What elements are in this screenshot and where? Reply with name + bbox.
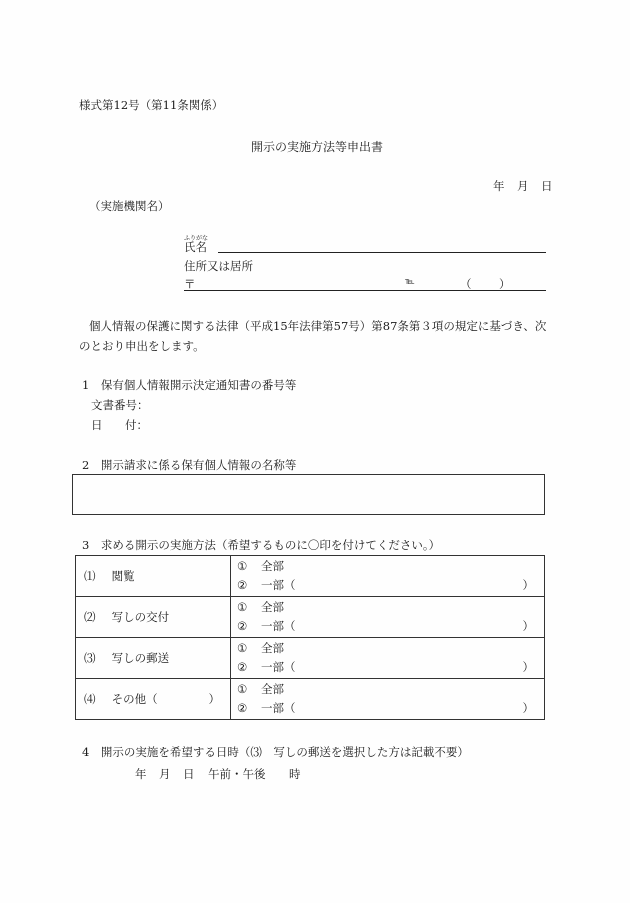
doc-number-label: 文書番号： bbox=[91, 398, 149, 412]
section4-day: 日 bbox=[183, 767, 195, 781]
table-row bbox=[76, 597, 545, 638]
section4-heading: 4 開示の実施を希望する日時（⑶ 写しの郵送を選択した方は記載不要） bbox=[82, 745, 469, 759]
section4-ampm: 午前・午後 bbox=[208, 767, 266, 781]
method-copy-mail[interactable] bbox=[76, 638, 231, 679]
name-ruby: ふりがな bbox=[184, 235, 209, 242]
row-number: ⑶ bbox=[84, 651, 96, 665]
method-table bbox=[75, 555, 545, 720]
name-label: 氏名 bbox=[184, 240, 207, 254]
section1-date-label-2: 付： bbox=[125, 418, 148, 432]
table-row bbox=[76, 556, 545, 597]
method-options bbox=[231, 679, 545, 720]
row-number: ⑵ bbox=[84, 610, 96, 624]
method-label: 写しの交付 bbox=[111, 610, 170, 624]
agency-label: （実施機関名） bbox=[89, 199, 170, 213]
option-partial[interactable]: ② 一部（ ） bbox=[237, 660, 534, 674]
section4-hour: 時 bbox=[289, 767, 301, 781]
row-number: ⑴ bbox=[84, 569, 96, 583]
option-all[interactable]: ① 全部 bbox=[237, 682, 284, 696]
option-partial[interactable]: ② 一部（ ） bbox=[237, 578, 534, 592]
method-other[interactable] bbox=[76, 679, 231, 720]
method-options bbox=[231, 638, 545, 679]
address-field-line[interactable] bbox=[184, 290, 546, 291]
method-options bbox=[231, 556, 545, 597]
section1-date-label-1: 日 bbox=[91, 418, 103, 432]
section4-month: 月 bbox=[159, 767, 171, 781]
address-label: 住所又は居所 bbox=[184, 259, 253, 273]
date-day-label: 日 bbox=[541, 179, 553, 193]
section2-heading: 2 開示請求に係る保有個人情報の名称等 bbox=[82, 458, 297, 472]
page-title: 開示の実施方法等申出書 bbox=[251, 140, 384, 154]
name-field-line[interactable] bbox=[218, 252, 546, 253]
method-label: その他（ bbox=[111, 692, 158, 706]
date-year-label: 年 bbox=[493, 179, 505, 193]
method-copy-delivery[interactable] bbox=[76, 597, 231, 638]
tel-paren-open: （ bbox=[460, 277, 472, 291]
row-number: ⑷ bbox=[84, 692, 96, 706]
method-options bbox=[231, 597, 545, 638]
intro-line-1: 個人情報の保護に関する法律（平成15年法律第57号）第87条第３項の規定に基づき、次 bbox=[89, 319, 547, 333]
table-row bbox=[76, 638, 545, 679]
other-paren-close: ） bbox=[208, 692, 220, 706]
tel-label: ℡ bbox=[405, 277, 415, 287]
option-all[interactable]: ① 全部 bbox=[237, 559, 284, 573]
section3-heading: 3 求める開示の実施方法（希望するものに〇印を付けてください。） bbox=[82, 538, 441, 552]
option-partial[interactable]: ② 一部（ ） bbox=[237, 701, 534, 715]
form-number: 様式第12号（第11条関係） bbox=[79, 98, 224, 112]
method-label: 写しの郵送 bbox=[111, 651, 170, 665]
option-partial[interactable]: ② 一部（ ） bbox=[237, 619, 534, 633]
option-all[interactable]: ① 全部 bbox=[237, 641, 284, 655]
date-month-label: 月 bbox=[517, 179, 529, 193]
section1-heading: 1 保有個人情報開示決定通知書の番号等 bbox=[82, 378, 297, 392]
method-label: 閲覧 bbox=[111, 569, 135, 583]
intro-line-2: のとおり申出をします。 bbox=[79, 339, 205, 353]
tel-paren-close: ） bbox=[499, 277, 511, 291]
info-name-box[interactable] bbox=[72, 474, 545, 515]
section4-year: 年 bbox=[135, 767, 147, 781]
table-row bbox=[76, 679, 545, 720]
method-viewing[interactable] bbox=[76, 556, 231, 597]
option-all[interactable]: ① 全部 bbox=[237, 600, 284, 614]
postal-mark: 〒 bbox=[184, 277, 196, 291]
